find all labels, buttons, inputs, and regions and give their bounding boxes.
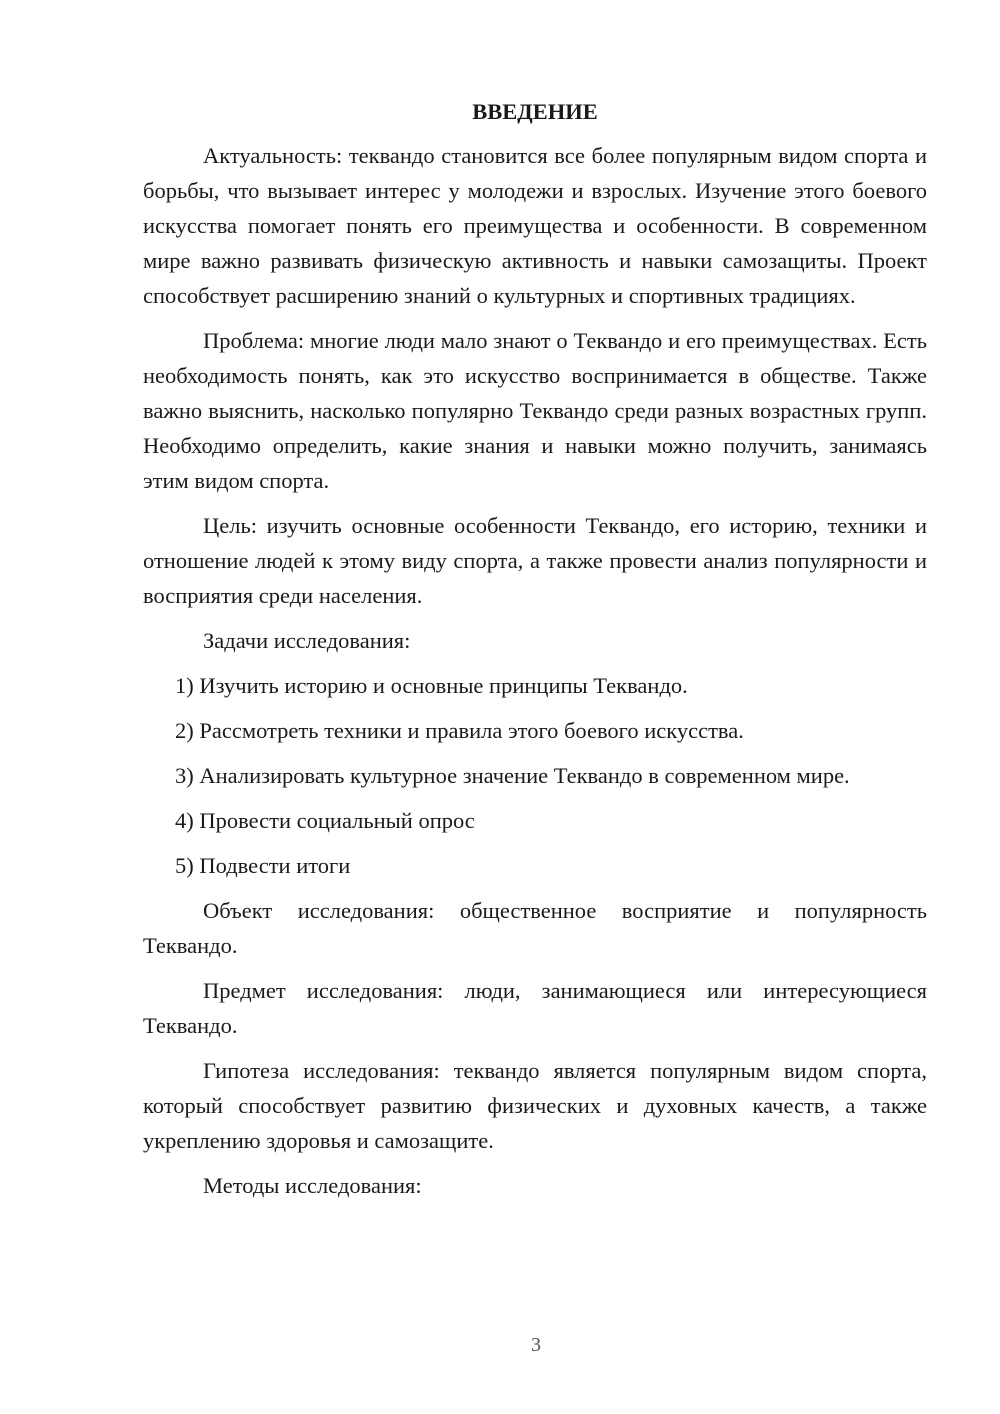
task-item: 1) Изучить историю и основные принципы Теквандо. bbox=[175, 673, 688, 698]
page-number: 3 bbox=[531, 1334, 541, 1356]
hypothesis-paragraph: Гипотеза исследования: теквандо является популярным видом спорта, который способствует развитию физических и духовных качеств, а также укреплению здоровья и самозащите. bbox=[143, 1058, 927, 1153]
goal-paragraph: Цель: изучить основные особенности Теквандо, его историю, техники и отношение людей к этому виду спорта, а также провести анализ популярности и восприятия среди населения. bbox=[143, 513, 927, 608]
tasks-heading: Задачи исследования: bbox=[203, 628, 411, 653]
section-title: ВВЕДЕНИЕ bbox=[472, 99, 598, 124]
object-paragraph: Объект исследования: общественное восприятие и популярность Теквандо. bbox=[143, 898, 927, 958]
task-item: 4) Провести социальный опрос bbox=[175, 808, 475, 833]
document-body bbox=[143, 96, 927, 1213]
methods-heading: Методы исследования: bbox=[203, 1173, 422, 1198]
task-item: 3) Анализировать культурное значение Теквандо в современном мире. bbox=[175, 763, 850, 788]
task-item: 2) Рассмотреть техники и правила этого боевого искусства. bbox=[175, 718, 744, 743]
problem-paragraph: Проблема: многие люди мало знают о Теквандо и его преимуществах. Есть необходимость понять, как это искусство воспринимается в обществе. Также важно выяснить, насколько популярно Теквандо среди разных возрастных групп. Необходимо определить, какие знания и навыки можно получить, занимаясь этим видом спорта. bbox=[143, 328, 927, 493]
task-item: 5) Подвести итоги bbox=[175, 853, 351, 878]
relevance-paragraph: Актуальность: тeквандо становится все более популярным видом спорта и борьбы, что вызывает интерес у молодежи и взрослых. Изучение этого боевого искусства помогает понять его преимущества и особенности. В современном мире важно развивать физическую активность и навыки самозащиты. Проект способствует расширению знаний о культурных и спортивных традициях. bbox=[143, 143, 927, 308]
subject-paragraph: Предмет исследования: люди, занимающиеся или интересующиеся Теквандо. bbox=[143, 978, 927, 1038]
